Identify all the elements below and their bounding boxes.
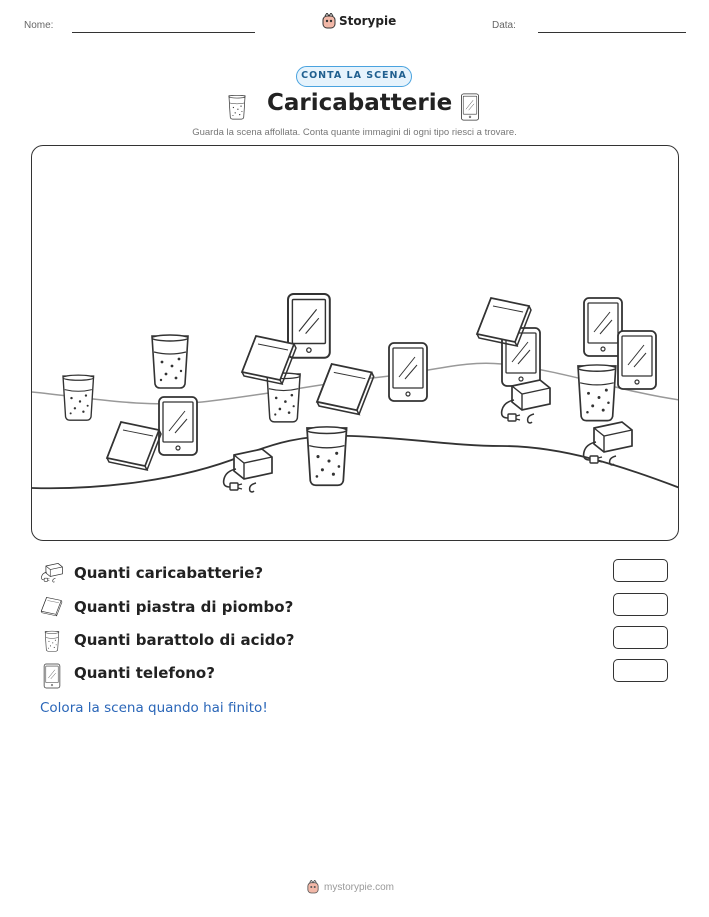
question-text: Quanti caricabatterie? [74,564,264,582]
phone-item [389,343,427,401]
question-row-jars [40,628,670,654]
charger-icon [40,563,64,583]
acid-jar-icon [40,630,64,652]
acid-jar-item [578,365,616,421]
date-label: Data: [492,20,516,31]
phone-item [618,331,656,389]
question-row-plates [40,595,670,621]
lead-plate-item [107,422,161,470]
lead-plate-icon [40,597,64,617]
phone-item [584,298,622,356]
answer-box-jars[interactable] [613,626,668,649]
footer-url[interactable]: mystorypie.com [324,881,395,893]
question-text: Quanti telefono? [74,664,215,682]
question-row-phones [40,661,670,687]
charger-item [584,422,632,465]
question-row-chargers [40,561,670,587]
page-title: Caricabatterie [267,90,453,116]
acid-jar-icon [227,94,247,120]
answer-box-plates[interactable] [613,593,668,616]
phone-icon [40,663,64,689]
brand-logo [322,13,396,29]
phone-icon [460,93,480,121]
instructions: Guarda la scena affollata. Conta quante immagini di ogni tipo riesci a trovare. [192,127,517,138]
phone-item [159,397,197,455]
footer [307,880,394,894]
acid-jar-item [63,375,94,420]
date-line[interactable] [538,32,686,33]
phone-item [288,294,330,358]
name-label: Nome: [24,20,54,31]
answer-box-chargers[interactable] [613,559,668,582]
counting-scene [31,145,679,541]
acid-jar-item [307,427,347,485]
title-row [0,90,709,124]
brand-name: Storypie [339,14,397,28]
lead-plate-item [317,364,374,414]
name-line[interactable] [72,32,255,33]
charger-item [224,449,272,492]
storypie-mascot-icon [307,880,319,894]
scene-illustration [32,146,679,541]
answer-box-phones[interactable] [613,659,668,682]
acid-jar-item [152,335,188,388]
coloring-note: Colora la scena quando hai finito! [40,700,268,716]
question-text: Quanti barattolo di acido? [74,631,295,649]
activity-badge: CONTA LA SCENA [296,66,412,87]
question-text: Quanti piastra di piombo? [74,598,294,616]
storypie-mascot-icon [322,13,336,29]
